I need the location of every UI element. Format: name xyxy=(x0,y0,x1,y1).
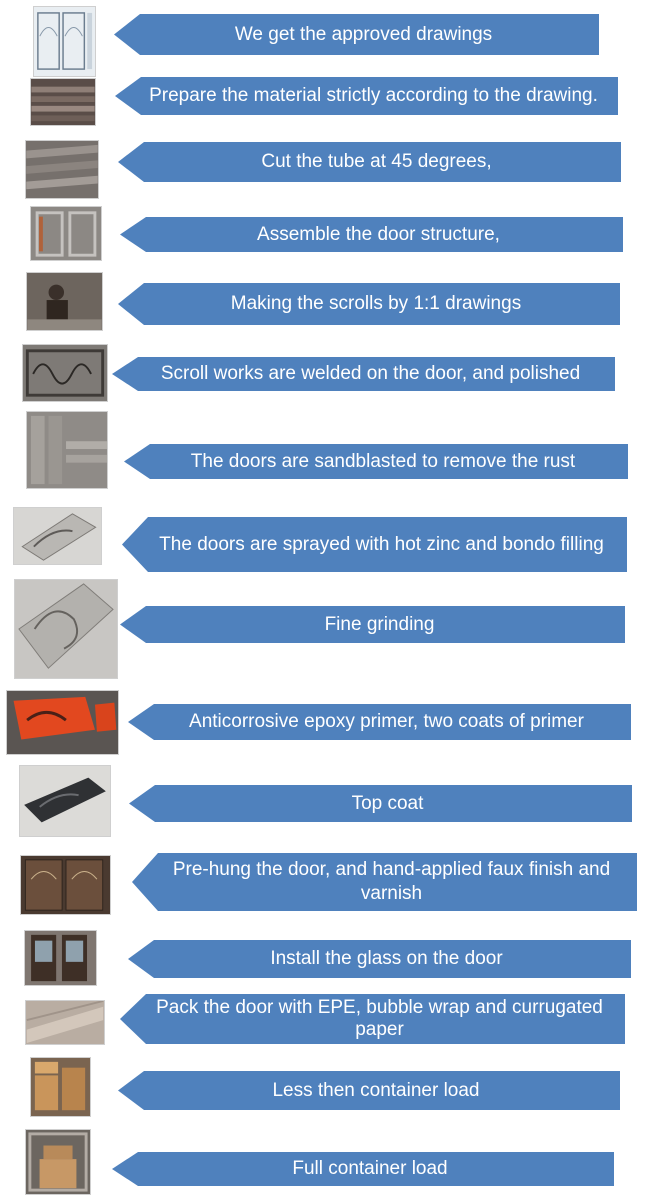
step-2-arrow xyxy=(115,77,618,115)
step-16-image xyxy=(25,1129,91,1195)
step-7-image xyxy=(26,411,108,489)
step-10-label: Anticorrosive epoxy primer, two coats of primer xyxy=(189,711,584,732)
boxes-lcl-icon xyxy=(31,1058,90,1116)
step-15-image xyxy=(30,1057,91,1117)
step-7-arrow xyxy=(124,444,628,479)
step-3-label: Cut the tube at 45 degrees, xyxy=(261,151,492,172)
step-10-arrow xyxy=(128,704,631,740)
sandblasted-doors-icon xyxy=(27,412,107,488)
step-5-arrow xyxy=(118,283,620,325)
step-8-image xyxy=(13,507,102,565)
step-1-image xyxy=(33,6,96,77)
glass-door-icon xyxy=(25,931,96,985)
step-11-image xyxy=(19,765,111,837)
faux-finish-door-icon xyxy=(21,856,110,914)
step-11-label: Top coat xyxy=(351,792,424,814)
fine-grinding-icon xyxy=(15,580,117,678)
step-12-image xyxy=(20,855,111,915)
step-4-arrow xyxy=(120,217,623,252)
step-9-image xyxy=(14,579,118,679)
step-14-label: Pack the door with EPE, bubble wrap and currugated paper xyxy=(156,997,603,1040)
step-5-label: Making the scrolls by 1:1 drawings xyxy=(230,293,522,314)
step-2-label: Prepare the material strictly according to the drawing. xyxy=(149,85,598,106)
step-3-arrow xyxy=(118,142,621,182)
step-16-label: Full container load xyxy=(292,1158,448,1179)
zinc-sprayed-door-icon xyxy=(14,508,101,564)
step-2-image xyxy=(30,78,96,126)
step-4-label: Assemble the door structure, xyxy=(257,223,500,245)
steel-tubes-icon xyxy=(31,79,95,125)
cut-tubes-icon xyxy=(26,141,98,198)
step-6-arrow xyxy=(112,357,615,391)
step-13-image xyxy=(24,930,97,986)
step-13-label: Install the glass on the door xyxy=(270,948,503,969)
door-drawing-icon xyxy=(34,7,95,76)
container-fcl-icon xyxy=(26,1130,90,1194)
step-15-arrow xyxy=(118,1071,620,1110)
step-5-image xyxy=(26,272,103,331)
step-15-label: Less then container load xyxy=(272,1079,480,1101)
step-7-label: The doors are sandblasted to remove the rust xyxy=(190,450,576,472)
packed-door-icon xyxy=(26,1001,104,1044)
step-13-arrow xyxy=(128,940,631,978)
step-4-image xyxy=(30,206,102,261)
step-8-label: The doors are sprayed with hot zinc and bondo filling xyxy=(159,533,604,555)
step-8-arrow xyxy=(122,517,627,572)
step-6-image xyxy=(22,344,108,402)
step-10-image xyxy=(6,690,119,755)
step-14-image xyxy=(25,1000,105,1045)
step-14-arrow xyxy=(120,994,625,1044)
door-frame-icon xyxy=(31,207,101,260)
step-16-arrow xyxy=(112,1152,614,1186)
top-coat-door-icon xyxy=(20,766,110,836)
step-6-label: Scroll works are welded on the door, and polished xyxy=(160,363,581,384)
step-1-arrow xyxy=(114,14,599,55)
red-primer-door-icon xyxy=(7,691,118,754)
worker-scrolls-icon xyxy=(27,273,102,330)
step-12-label: Pre-hung the door, and hand-applied faux finish and varnish xyxy=(172,859,611,904)
step-9-label: Fine grinding xyxy=(324,613,435,635)
step-12-arrow xyxy=(132,853,637,911)
step-1-label: We get the approved drawings xyxy=(234,23,493,45)
step-3-image xyxy=(25,140,99,199)
step-11-arrow xyxy=(129,785,632,822)
step-9-arrow xyxy=(120,606,625,643)
welded-scrolls-icon xyxy=(23,345,107,401)
